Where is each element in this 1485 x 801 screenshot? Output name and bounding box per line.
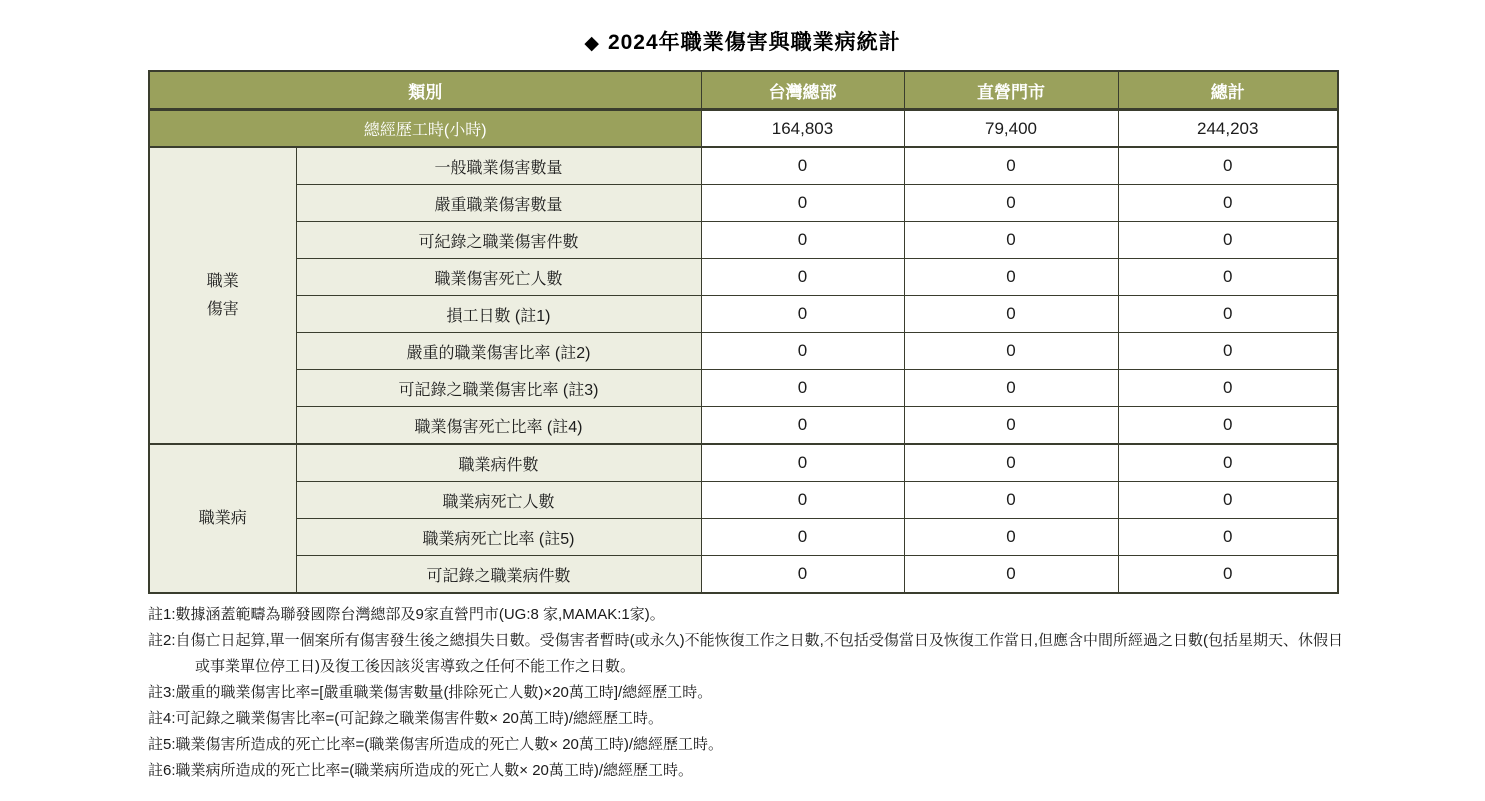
page-title-text: 2024年職業傷害與職業病統計 [607,31,901,54]
stat-value: 0 [904,296,1118,333]
stat-value: 0 [904,407,1118,445]
header-row [149,71,1338,110]
stat-value: 0 [701,407,904,445]
stat-value: 0 [701,370,904,407]
stat-value: 0 [1118,519,1338,556]
total-hours-row [149,110,1338,148]
group-cell-occupational-injury [149,147,296,444]
injury-statistics-table [148,70,1339,594]
stat-label: 可記錄之職業病件數 [296,556,701,594]
total-hours-value-taiwan-hq: 164,803 [701,110,904,148]
stat-label: 可紀錄之職業傷害件數 [296,222,701,259]
stat-label: 職業傷害死亡人數 [296,259,701,296]
footnote-3: 註3:嚴重的職業傷害比率=[嚴重職業傷害數量(排除死亡人數)×20萬工時]/總經歷工時。 [148,684,713,701]
column-header-category: 類別 [149,71,701,110]
stat-row [149,185,1338,222]
stat-value: 0 [701,519,904,556]
total-hours-value-direct-stores: 79,400 [904,110,1118,148]
footnote-1: 註1:數據涵蓋範疇為聯發國際台灣總部及9家直營門市(UG:8 家,MAMAK:1家)。 [148,606,665,623]
stat-row [149,147,1338,185]
stat-value: 0 [904,370,1118,407]
column-header-taiwan-hq: 台灣總部 [701,71,904,110]
stat-value: 0 [701,185,904,222]
total-hours-value-total: 244,203 [1118,110,1338,148]
stat-value: 0 [1118,259,1338,296]
stat-value: 0 [1118,370,1338,407]
stat-label: 一般職業傷害數量 [296,147,701,185]
stat-row [149,482,1338,519]
footnote-2: 註2:自傷亡日起算,單一個案所有傷害發生後之總損失日數。受傷害者暫時(或永久)不能恢復工作之日數,不包括受傷當日及恢復工作當日,但應含中間所經過之日數(包括星期天、休假日或事業單位停工日)及復工後因該災害導致之任何不能工作之日數。 [148,632,1344,675]
stat-value: 0 [1118,482,1338,519]
total-hours-label: 總經歷工時(小時) [149,110,701,148]
stat-value: 0 [904,259,1118,296]
group-name-line: 職業病 [198,509,247,527]
stat-row [149,370,1338,407]
stat-label: 職業傷害死亡比率 (註4) [296,407,701,445]
stat-label: 損工日數 (註1) [296,296,701,333]
footnote-4: 註4:可記錄之職業傷害比率=(可記錄之職業傷害件數× 20萬工時)/總經歷工時。 [148,710,664,727]
stat-row [149,296,1338,333]
group-name-line: 職業 [206,272,239,290]
stat-value: 0 [1118,296,1338,333]
stat-row [149,407,1338,445]
stat-label: 嚴重的職業傷害比率 (註2) [296,333,701,370]
group-name-line: 傷害 [206,300,239,318]
stat-row [149,519,1338,556]
stat-label: 職業病死亡人數 [296,482,701,519]
stat-value: 0 [1118,147,1338,185]
stat-value: 0 [701,482,904,519]
stat-label: 職業病件數 [296,444,701,482]
stat-value: 0 [701,259,904,296]
stat-label: 嚴重職業傷害數量 [296,185,701,222]
stat-row [149,222,1338,259]
group-cell-occupational-disease [149,444,296,593]
stat-row [149,259,1338,296]
footnotes-section [148,602,1348,784]
stat-value: 0 [1118,185,1338,222]
stat-label: 可記錄之職業傷害比率 (註3) [296,370,701,407]
stat-value: 0 [1118,333,1338,370]
stat-value: 0 [701,147,904,185]
stat-value: 0 [904,185,1118,222]
stat-value: 0 [904,482,1118,519]
diamond-icon: ◆ [584,33,600,54]
stat-row [149,556,1338,594]
stat-value: 0 [1118,407,1338,445]
stat-value: 0 [904,147,1118,185]
stat-value: 0 [701,444,904,482]
stat-row [149,444,1338,482]
footnote-5: 註5:職業傷害所造成的死亡比率=(職業傷害所造成的死亡人數× 20萬工時)/總經歷工時。 [148,736,724,753]
stat-value: 0 [701,222,904,259]
stat-value: 0 [904,222,1118,259]
column-header-total: 總計 [1118,71,1338,110]
stat-label: 職業病死亡比率 (註5) [296,519,701,556]
stat-value: 0 [701,296,904,333]
stat-value: 0 [904,444,1118,482]
stat-value: 0 [701,333,904,370]
stat-value: 0 [904,333,1118,370]
stat-value: 0 [1118,556,1338,594]
column-header-direct-stores: 直營門市 [904,71,1118,110]
stat-value: 0 [904,556,1118,594]
stat-value: 0 [1118,222,1338,259]
stat-value: 0 [701,556,904,594]
stat-value: 0 [904,519,1118,556]
stat-value: 0 [1118,444,1338,482]
page-title [0,26,1485,56]
stat-row [149,333,1338,370]
footnote-6: 註6:職業病所造成的死亡比率=(職業病所造成的死亡人數× 20萬工時)/總經歷工時。 [148,762,694,779]
